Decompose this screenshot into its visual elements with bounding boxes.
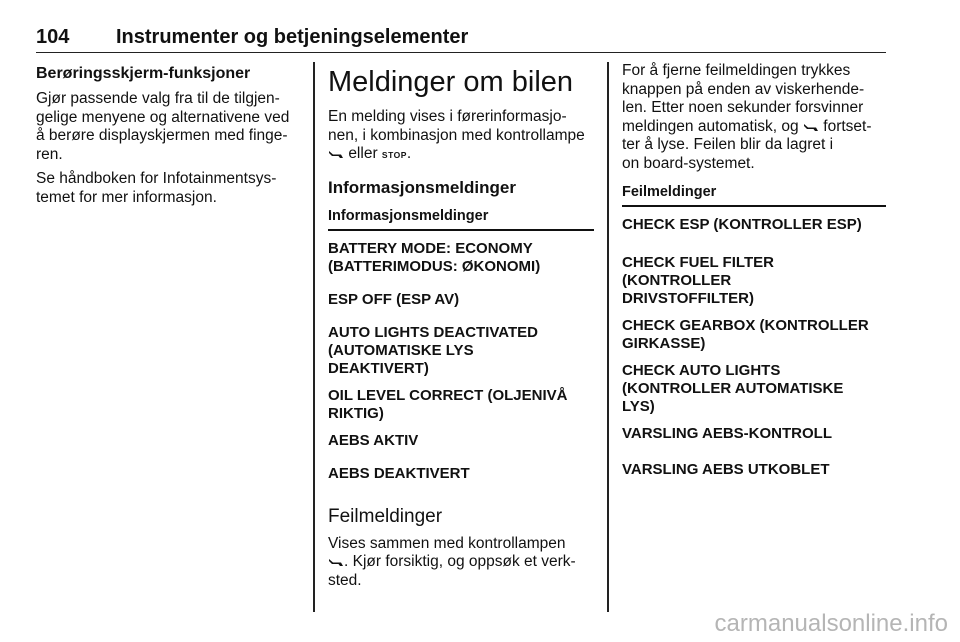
- column-2: [328, 62, 594, 596]
- text-line: VARSLING AEBS-KONTROLL: [622, 425, 832, 442]
- error-entry: [622, 461, 886, 479]
- text-line: ter å lyse. Feilen blir da lagret i: [622, 136, 834, 153]
- text-line: ren.: [36, 145, 63, 163]
- text-line: (KONTROLLER: [622, 272, 732, 289]
- stop-icon: STOP: [381, 150, 407, 160]
- column-1: [36, 62, 298, 213]
- text-fragment: meldingen automatisk, og: [622, 117, 799, 135]
- text-line: [328, 145, 594, 165]
- column-3: [622, 62, 886, 479]
- wrench-icon: [803, 121, 819, 133]
- text-fragment: eller: [348, 145, 378, 162]
- text-line: For å fjerne feilmeldingen trykkes: [622, 62, 851, 79]
- message-entry: [328, 387, 594, 423]
- message-entry: [328, 291, 594, 309]
- wrench-icon: [328, 556, 344, 568]
- text-line: temet for mer informasjon.: [36, 188, 217, 206]
- text-line: OIL LEVEL CORRECT (OLJENIVÅ: [328, 386, 568, 404]
- paragraph: [328, 535, 594, 591]
- text-line: len. Etter noen sekunder forsvinner: [622, 99, 864, 116]
- error-entry: [622, 254, 886, 308]
- text-line: En melding vises i førerinformasjo-: [328, 108, 567, 125]
- text-line: AEBS AKTIV: [328, 431, 419, 449]
- watermark: carmanualsonline.info: [714, 610, 948, 637]
- message-entry: [328, 465, 594, 483]
- error-entry: [622, 216, 886, 234]
- chapter-title: Instrumenter og betjeningselementer: [116, 26, 469, 48]
- intro-paragraph: [328, 108, 594, 165]
- text-line: [328, 553, 594, 572]
- text-line: CHECK FUEL FILTER: [622, 254, 774, 271]
- text-line: ESP OFF (ESP AV): [328, 290, 460, 308]
- message-entry: [328, 324, 594, 378]
- column-divider: [607, 62, 609, 612]
- text-line: CHECK AUTO LIGHTS: [622, 362, 781, 379]
- message-entry: [328, 432, 594, 450]
- page-number: 104: [36, 26, 70, 48]
- text-line: (KONTROLLER AUTOMATISKE: [622, 380, 844, 397]
- wrench-icon: [328, 148, 344, 160]
- page-header: [36, 26, 886, 53]
- message-entry: [328, 240, 594, 276]
- text-line: on board-systemet.: [622, 154, 755, 172]
- text-fragment: fortset-: [823, 117, 872, 135]
- paragraph: [622, 62, 886, 173]
- text-line: CHECK GEARBOX (KONTROLLER: [622, 317, 869, 334]
- text-line: sted.: [328, 571, 362, 589]
- error-entry: [622, 317, 886, 353]
- text-line: AEBS DEAKTIVERT: [328, 464, 470, 482]
- text-line: VARSLING AEBS UTKOBLET: [622, 461, 830, 478]
- error-entry: [622, 362, 886, 416]
- text-line: GIRKASSE): [622, 335, 706, 352]
- text-line: nen, i kombinasjon med kontrollampe: [328, 126, 585, 144]
- info-messages-heading: Informasjonsmeldinger: [328, 177, 516, 197]
- text-line: [622, 118, 886, 137]
- subheading: Berøringsskjerm-funksjoner: [36, 65, 251, 82]
- paragraph: [36, 90, 298, 164]
- text-line: RIKTIG): [328, 404, 384, 422]
- text-line: Gjør passende valg fra til de tilgjen-: [36, 90, 280, 107]
- text-line: Se håndboken for Infotainmentsys-: [36, 170, 277, 187]
- paragraph: [36, 170, 298, 207]
- text-line: å berøre displayskjermen med finge-: [36, 127, 288, 144]
- text-line: knappen på enden av viskerhende-: [622, 80, 865, 98]
- text-line: LYS): [622, 398, 655, 415]
- text-line: AUTO LIGHTS DEACTIVATED: [328, 323, 538, 341]
- error-entry: [622, 425, 886, 443]
- error-messages-heading: Feilmeldinger: [328, 505, 443, 527]
- table-header: Informasjonsmeldinger: [328, 205, 594, 231]
- text-line: gelige menyene og alternativene ved: [36, 108, 290, 126]
- column-divider: [313, 62, 315, 612]
- text-line: (BATTERIMODUS: ØKONOMI): [328, 257, 541, 275]
- text-fragment: .: [406, 145, 412, 162]
- text-line: DRIVSTOFFILTER): [622, 290, 754, 307]
- text-fragment: . Kjør forsiktig, og oppsøk et verk-: [344, 553, 576, 570]
- text-line: DEAKTIVERT): [328, 359, 429, 377]
- text-line: CHECK ESP (KONTROLLER ESP): [622, 216, 862, 233]
- text-line: (AUTOMATISKE LYS: [328, 341, 474, 359]
- text-line: BATTERY MODE: ECONOMY: [328, 239, 533, 257]
- section-main-title: Meldinger om bilen: [328, 66, 574, 98]
- table-header: Feilmeldinger: [622, 181, 886, 207]
- text-line: Vises sammen med kontrollampen: [328, 534, 566, 552]
